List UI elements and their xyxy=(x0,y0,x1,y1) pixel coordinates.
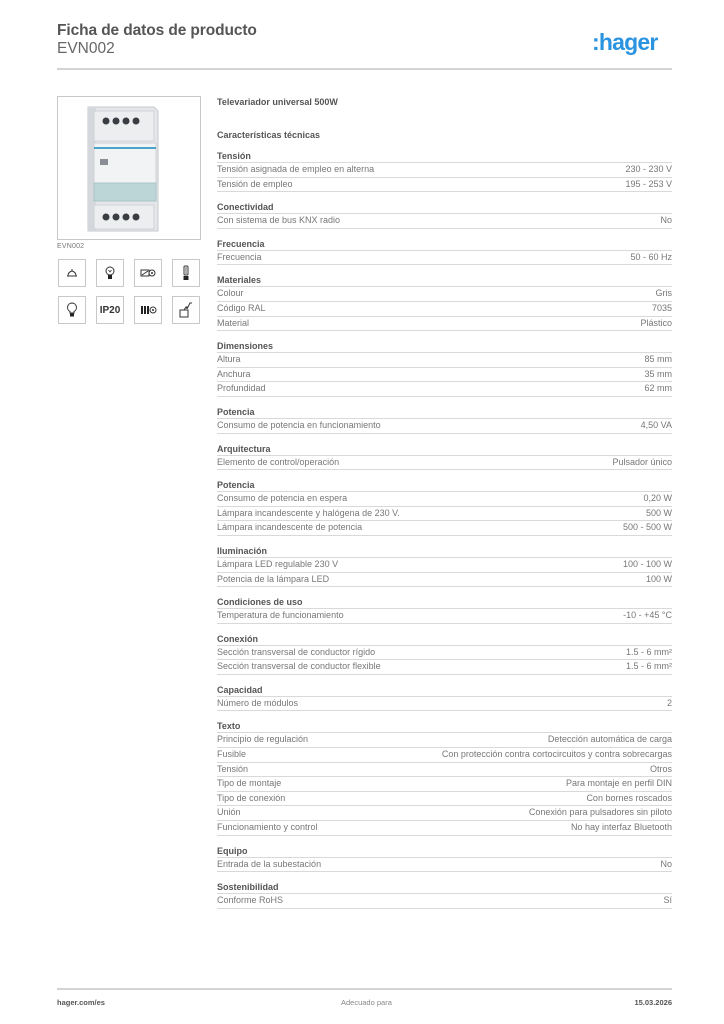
spec-value: Otros xyxy=(649,763,672,774)
spec-value: No xyxy=(660,858,672,869)
spec-value: 230 - 230 V xyxy=(625,164,672,174)
spec-value: 500 - 500 W xyxy=(622,522,672,533)
spec-label: Frecuencia xyxy=(217,251,262,262)
header-divider xyxy=(57,68,672,70)
spec-group-title: Materiales xyxy=(217,274,672,287)
spec-group-title: Frecuencia xyxy=(217,238,672,251)
spec-row xyxy=(217,558,672,573)
image-caption: EVN002 xyxy=(57,243,85,250)
spec-label: Tensión asignada de empleo en alterna xyxy=(217,164,375,174)
spec-value: 50 - 60 Hz xyxy=(630,251,672,262)
spec-group-title: Iluminación xyxy=(217,545,672,558)
cfl-bulb-icon xyxy=(172,259,200,287)
spec-row xyxy=(217,317,672,332)
product-name: Televariador universal 500W xyxy=(217,97,338,107)
ip20-rating-icon xyxy=(96,296,124,324)
spec-group xyxy=(217,406,672,434)
spec-row xyxy=(217,609,672,624)
spec-value: Pulsador único xyxy=(612,456,672,467)
spec-group-title: Condiciones de uso xyxy=(217,596,672,609)
spec-row xyxy=(217,894,672,909)
spec-group-title: Capacidad xyxy=(217,684,672,697)
incandescent-bulb-icon xyxy=(58,296,86,324)
spec-row xyxy=(217,792,672,807)
spec-label: Lámpara LED regulable 230 V xyxy=(217,558,339,569)
spec-group xyxy=(217,150,672,192)
spec-row xyxy=(217,163,672,178)
spec-row xyxy=(217,806,672,821)
spec-group-title: Conexión xyxy=(217,633,672,646)
spec-group-title: Arquitectura xyxy=(217,443,672,456)
product-image xyxy=(57,96,201,240)
spec-group xyxy=(217,545,672,587)
spec-row xyxy=(217,251,672,266)
spec-label: Tensión de empleo xyxy=(217,178,293,189)
spec-label: Con sistema de bus KNX radio xyxy=(217,215,341,226)
spec-value: 85 mm xyxy=(644,354,672,365)
spec-group-title: Potencia xyxy=(217,479,672,492)
spec-label: Conforme RoHS xyxy=(217,895,284,906)
spec-group xyxy=(217,633,672,675)
spec-group xyxy=(217,479,672,536)
spec-value: 100 - 100 W xyxy=(622,558,672,569)
spec-value: 500 W xyxy=(645,507,672,518)
spec-label: Colour xyxy=(217,288,244,299)
application-icons xyxy=(58,259,200,324)
spec-row xyxy=(217,302,672,317)
spec-group xyxy=(217,274,672,331)
spec-row xyxy=(217,492,672,507)
spec-label: Número de módulos xyxy=(217,697,299,708)
spec-row xyxy=(217,763,672,778)
spec-row xyxy=(217,214,672,229)
spec-row xyxy=(217,748,672,763)
spec-group-title: Sostenibilidad xyxy=(217,881,672,894)
spec-group-title: Texto xyxy=(217,720,672,733)
spec-value: 62 mm xyxy=(644,383,672,394)
spec-row xyxy=(217,382,672,397)
spec-group xyxy=(217,340,672,397)
spec-group xyxy=(217,238,672,266)
spec-row xyxy=(217,507,672,522)
section-heading: Características técnicas xyxy=(217,130,321,140)
spec-row xyxy=(217,521,672,536)
spec-value: No hay interfaz Bluetooth xyxy=(570,822,672,833)
din-rail-dimmer-illustration xyxy=(58,97,202,241)
spec-row xyxy=(217,573,672,588)
spec-label: Sección transversal de conductor flexible xyxy=(217,661,381,672)
spec-row xyxy=(217,419,672,434)
spec-group-title: Conectividad xyxy=(217,201,672,214)
spec-label: Profundidad xyxy=(217,383,266,394)
spec-label: Anchura xyxy=(217,368,251,379)
spec-label: Potencia de la lámpara LED xyxy=(217,573,330,584)
spec-group xyxy=(217,720,672,835)
spec-label: Lámpara incandescente y halógena de 230 V. xyxy=(217,507,400,518)
footer-date: 15.03.2026 xyxy=(634,998,672,1007)
spec-value: Para montaje en perfil DIN xyxy=(565,778,672,789)
spec-row xyxy=(217,660,672,675)
spec-row xyxy=(217,777,672,792)
spec-group xyxy=(217,845,672,873)
spec-label: Fusible xyxy=(217,749,247,760)
din-mounting-icon xyxy=(172,296,200,324)
spec-label: Material xyxy=(217,317,250,328)
hager-logo: :hager xyxy=(592,29,658,55)
page-title: Ficha de datos de producto xyxy=(57,22,257,39)
spec-value: Gris xyxy=(655,288,672,299)
spec-value: Plástico xyxy=(640,317,672,328)
spec-label: Código RAL xyxy=(217,302,266,313)
spec-row xyxy=(217,353,672,368)
spec-group xyxy=(217,684,672,712)
spec-value: 2 xyxy=(666,697,672,708)
spec-row xyxy=(217,287,672,302)
spec-label: Tipo de montaje xyxy=(217,778,282,789)
spec-label: Principio de regulación xyxy=(217,734,309,745)
spec-value: No xyxy=(660,215,672,226)
spec-label: Unión xyxy=(217,807,241,818)
spec-value: 1.5 - 6 mm² xyxy=(625,661,672,672)
spec-label: Tipo de conexión xyxy=(217,792,286,803)
spec-group-title: Potencia xyxy=(217,406,672,419)
spec-value: 195 - 253 V xyxy=(625,178,672,189)
footer-website-link[interactable]: hager.com/es xyxy=(57,998,105,1007)
spec-label: Funcionamiento y control xyxy=(217,822,318,833)
spec-value: Conexión para pulsadores sin piloto xyxy=(528,807,672,818)
spec-label: Consumo de potencia en espera xyxy=(217,493,348,504)
spec-label: Tensión xyxy=(217,763,249,774)
spec-row xyxy=(217,456,672,471)
spec-label: Sección transversal de conductor rígido xyxy=(217,646,376,657)
spec-group-title: Tensión xyxy=(217,150,672,163)
spec-value: 7035 xyxy=(651,302,672,313)
spec-row xyxy=(217,368,672,383)
spec-label: Elemento de control/operación xyxy=(217,456,340,467)
spec-group xyxy=(217,201,672,229)
spec-value: Sí xyxy=(663,895,672,906)
spec-value: Con bornes roscados xyxy=(586,792,672,803)
spec-group-title: Dimensiones xyxy=(217,340,672,353)
spec-value: 1.5 - 6 mm² xyxy=(625,646,672,657)
spec-row xyxy=(217,646,672,661)
spec-group xyxy=(217,596,672,624)
spec-group xyxy=(217,881,672,909)
spec-row xyxy=(217,697,672,712)
product-code: EVN002 xyxy=(57,40,115,57)
spec-label: Entrada de la subestación xyxy=(217,858,322,869)
spec-label: Altura xyxy=(217,354,241,365)
spec-row xyxy=(217,858,672,873)
spec-label: Lámpara incandescente de potencia xyxy=(217,522,363,533)
spec-row xyxy=(217,821,672,836)
spec-label: Consumo de potencia en funcionamiento xyxy=(217,419,381,430)
spec-value: 100 W xyxy=(645,573,672,584)
ceiling-lamp-icon xyxy=(58,259,86,287)
spec-label: Temperatura de funcionamiento xyxy=(217,610,344,621)
spec-value: 4,50 VA xyxy=(640,419,672,430)
spec-row xyxy=(217,733,672,748)
footer-divider xyxy=(57,988,672,990)
footer-center-text: Adecuado para xyxy=(341,998,392,1007)
spec-value: -10 - +45 °C xyxy=(623,610,672,621)
ip20-label: IP20 xyxy=(99,304,121,316)
spec-group-title: Equipo xyxy=(217,845,672,858)
spec-value: Detección automática de carga xyxy=(547,734,672,745)
ferromagnetic-transformer-icon xyxy=(134,296,162,324)
technical-specifications xyxy=(217,96,672,909)
spec-row xyxy=(217,178,672,193)
spec-value: Con protección contra cortocircuitos y contra sobrecargas xyxy=(441,749,672,760)
spec-value: 35 mm xyxy=(644,368,672,379)
spec-groups xyxy=(217,150,672,909)
halogen-bulb-icon xyxy=(96,259,124,287)
electronic-transformer-icon xyxy=(134,259,162,287)
spec-value: 0,20 W xyxy=(643,493,672,504)
spec-group xyxy=(217,443,672,471)
